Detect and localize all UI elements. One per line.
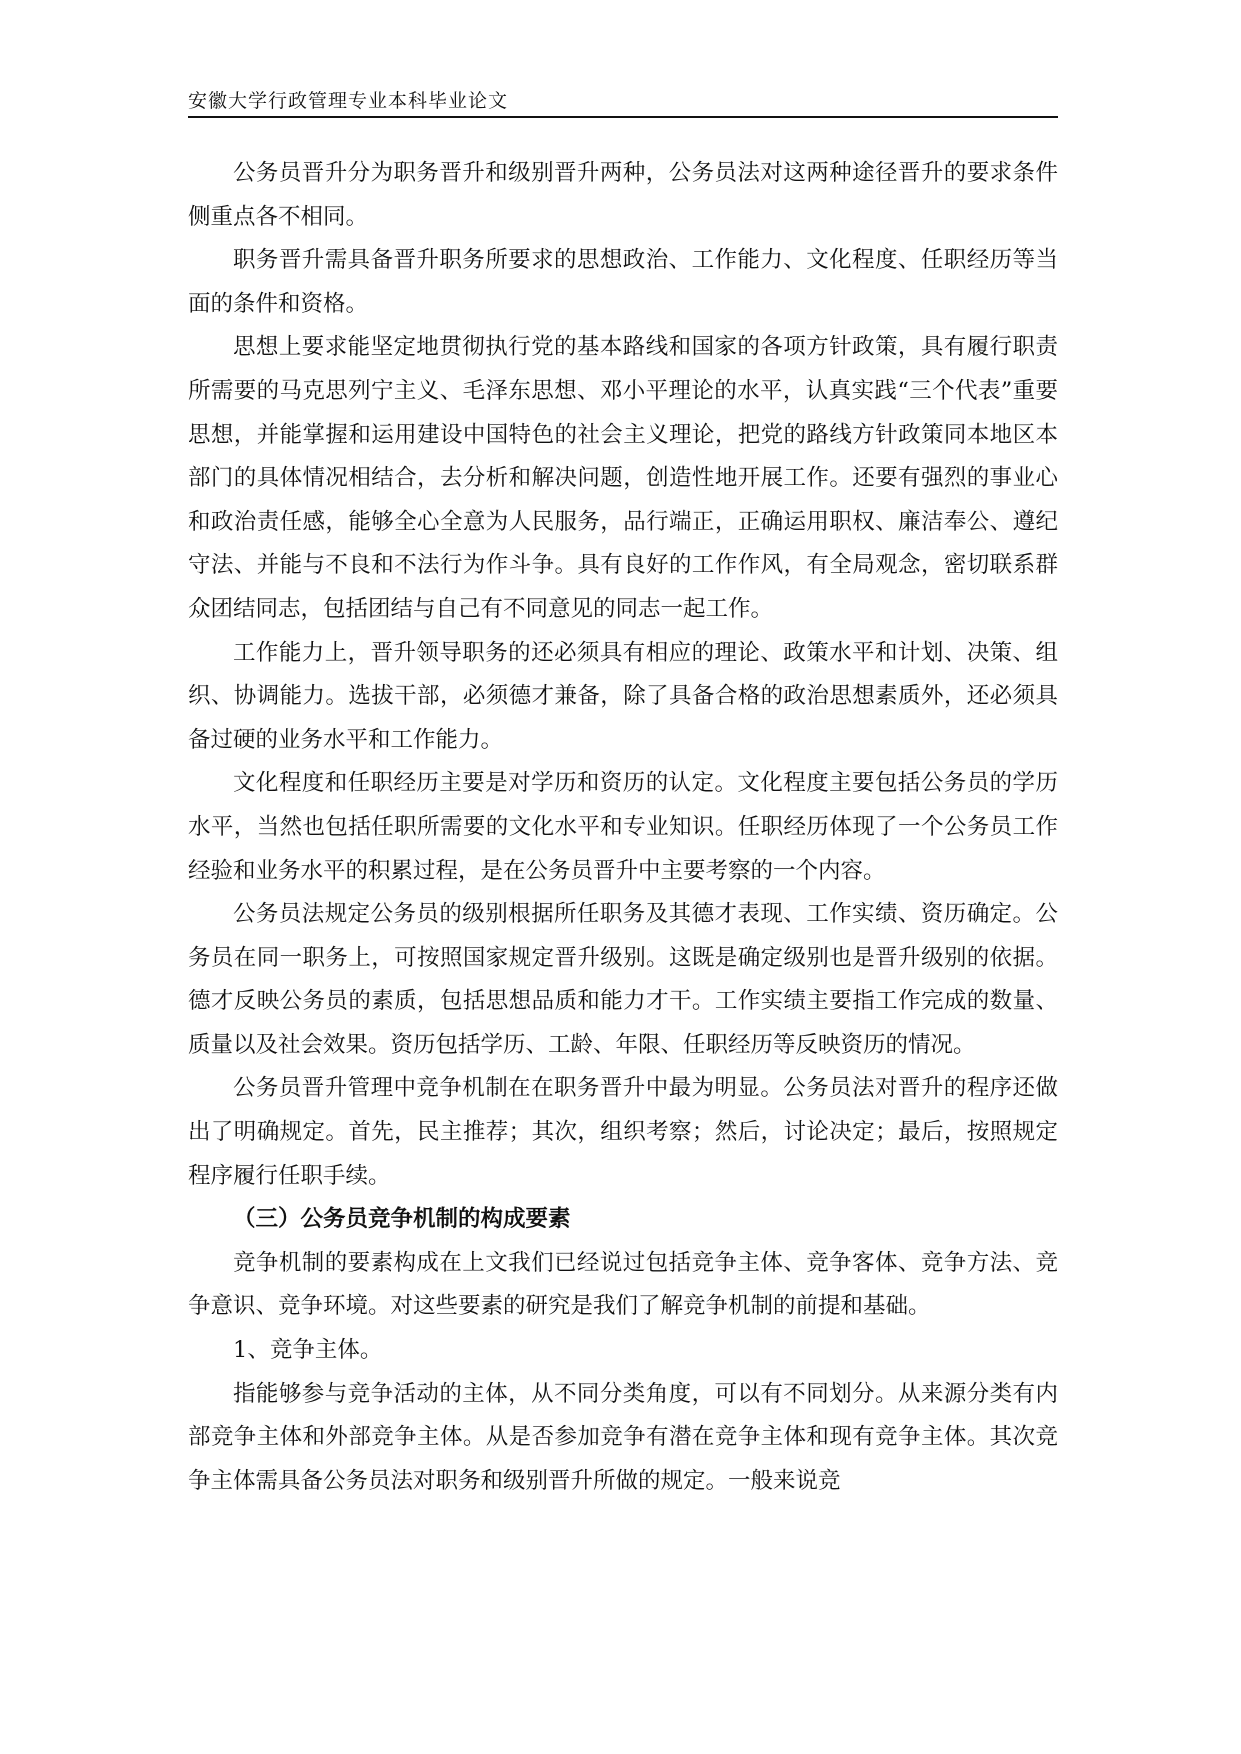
paragraph: 公务员晋升管理中竞争机制在在职务晋升中最为明显。公务员法对晋升的程序还做出了明确规定。首先，民主推荐；其次，组织考察；然后，讨论决定；最后，按照规定程序履行任职手续。 — [188, 1075, 1058, 1189]
page-header — [188, 86, 1058, 118]
paragraph: 竞争机制的要素构成在上文我们已经说过包括竞争主体、竞争客体、竞争方法、竞争意识、竞争环境。对这些要素的研究是我们了解竞争机制的前提和基础。 — [188, 1249, 1058, 1320]
paragraph: 职务晋升需具备晋升职务所要求的思想政治、工作能力、文化程度、任职经历等当面的条件和资格。 — [188, 247, 1058, 317]
paragraph: 文化程度和任职经历主要是对学历和资历的认定。文化程度主要包括公务员的学历水平，当然也包括任职所需要的文化水平和专业知识。任职经历体现了一个公务员工作经验和业务水平的积累过程，是在公务员晋升中主要考察的一个内容。 — [188, 770, 1058, 884]
paragraph: 公务员晋升分为职务晋升和级别晋升两种，公务员法对这两种途径晋升的要求条件侧重点各不相同。 — [188, 160, 1058, 230]
paragraph: 工作能力上，晋升领导职务的还必须具有相应的理论、政策水平和计划、决策、组织、协调能力。选拔干部，必须德才兼备，除了具备合格的政治思想素质外，还必须具备过硬的业务水平和工作能力。 — [188, 639, 1058, 753]
section-heading: （三）公务员竞争机制的构成要素 — [233, 1206, 571, 1233]
paragraph: 公务员法规定公务员的级别根据所任职务及其德才表现、工作实绩、资历确定。公务员在同一职务上，可按照国家规定晋升级别。这既是确定级别也是晋升级别的依据。德才反映公务员的素质，包括思想品质和能力才干。工作实绩主要指工作完成的数量、质量以及社会效果。资历包括学历、工龄、年限、任职经历等反映资历的情况。 — [188, 901, 1058, 1058]
paragraph: 指能够参与竞争活动的主体，从不同分类角度，可以有不同划分。从来源分类有内部竞争主体和外部竞争主体。从是否参加竞争有潜在竞争主体和现有竞争主体。其次竞争主体需具备公务员法对职务和级别晋升所做的规定。一般来说竞 — [188, 1380, 1058, 1494]
header-title: 安徽大学行政管理专业本科毕业论文 — [188, 90, 509, 112]
document-body — [188, 152, 1058, 1503]
list-item-heading: 1、竞争主体。 — [233, 1337, 383, 1364]
paragraph: 思想上要求能坚定地贯彻执行党的基本路线和国家的各项方针政策，具有履行职责所需要的马克思列宁主义、毛泽东思想、邓小平理论的水平，认真实践“三个代表”重要思想，并能掌握和运用建设中国特色的社会主义理论，把党的路线方针政策同本地区本部门的具体情况相结合，去分析和解决问题，创造性地开展工作。还要有强烈的事业心和政治责任感，能够全心全意为人民服务，品行端正，正确运用职权、廉洁奉公、遵纪守法、并能与不良和不法行为作斗争。具有良好的工作作风，有全局观念，密切联系群众团结同志，包括团结与自己有不同意见的同志一起工作。 — [188, 334, 1058, 622]
